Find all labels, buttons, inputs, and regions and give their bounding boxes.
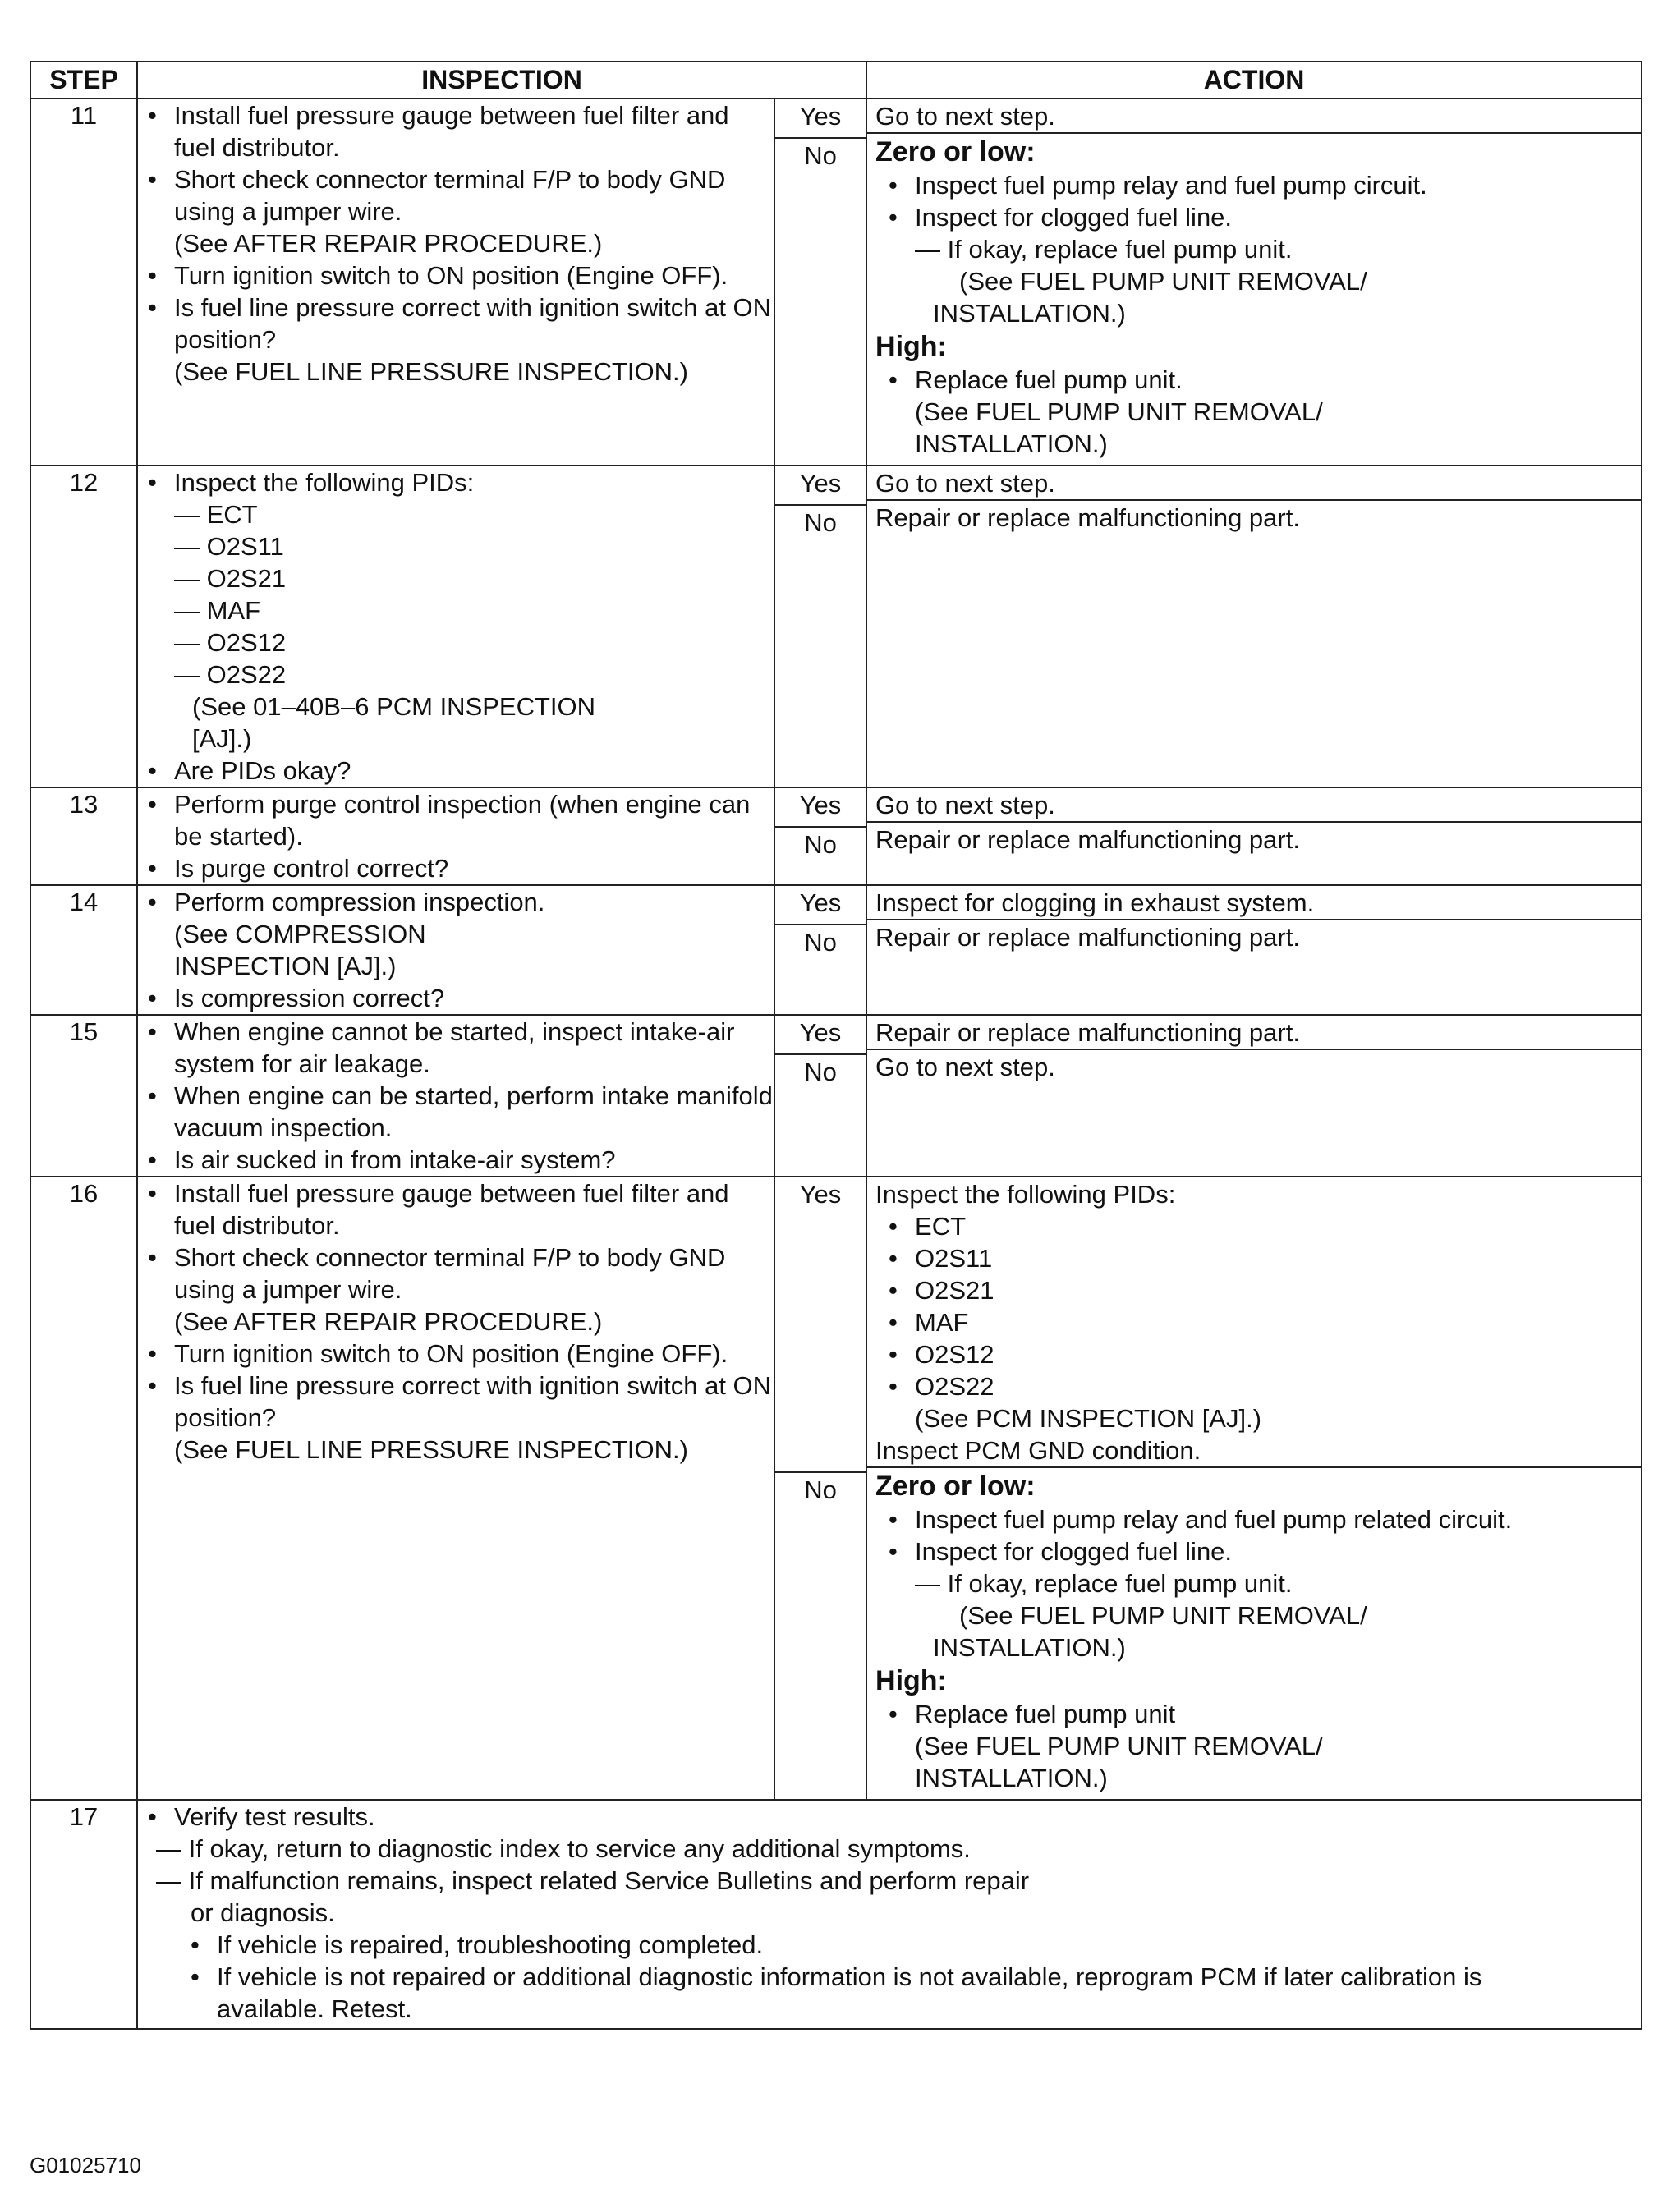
sub-action: — If malfunction remains, inspect related Service Bulletins and perform repair <box>156 1866 1030 1895</box>
reference: (See FUEL PUMP UNIT REMOVAL/ <box>915 1732 1323 1760</box>
inspection-item: • Install fuel pressure gauge between fuel filter and fuel distributor. <box>138 99 774 163</box>
reference: (See FUEL LINE PRESSURE INSPECTION.) <box>174 1435 688 1464</box>
action-item: • Replace fuel pump unit (See FUEL PUMP UNIT REMOVAL/ INSTALLATION.) <box>875 1698 1636 1794</box>
inspection-item: • Turn ignition switch to ON position (Engine OFF). <box>138 1338 774 1370</box>
pid-item: • O2S22 (See PCM INSPECTION [AJ].) <box>875 1370 1636 1434</box>
sub-action: — If okay, return to diagnostic index to service any additional symptoms. <box>156 1834 971 1863</box>
inspection-cell <box>137 885 774 1015</box>
reference: (See FUEL LINE PRESSURE INSPECTION.) <box>174 357 688 386</box>
action-item: • Replace fuel pump unit. (See FUEL PUMP UNIT REMOVAL/ INSTALLATION.) <box>875 364 1636 460</box>
pid-item: — O2S22 <box>174 660 287 689</box>
pid-item: — O2S21 <box>174 564 287 593</box>
condition-heading: Zero or low: <box>875 136 1036 168</box>
condition-heading: Zero or low: <box>875 1471 1036 1502</box>
step-number: 16 <box>30 1177 137 1800</box>
yes-label: Yes <box>775 99 866 139</box>
yes-action: Go to next step. <box>867 788 1641 823</box>
inspection-item: • Turn ignition switch to ON position (Engine OFF). <box>138 259 774 291</box>
yes-no-cell <box>774 787 866 885</box>
yes-label: Yes <box>775 1177 866 1473</box>
reference: INSTALLATION.) <box>915 1764 1108 1792</box>
condition-heading: High: <box>875 331 947 362</box>
step-15-row <box>30 1015 1642 1177</box>
yes-no-cell <box>774 1015 866 1177</box>
reference: INSTALLATION.) <box>933 1633 1126 1662</box>
no-action: Repair or replace malfunctioning part. <box>875 503 1300 532</box>
reference: (See COMPRESSION INSPECTION [AJ].) <box>174 920 426 980</box>
step-number: 13 <box>30 787 137 885</box>
step-14-row <box>30 885 1642 1015</box>
no-action <box>867 1468 1641 1799</box>
reference: (See 01–40B–6 PCM INSPECTION [AJ].) <box>192 692 596 753</box>
no-action: Repair or replace malfunctioning part. <box>875 825 1300 854</box>
inspection-item: • When engine can be started, perform intake manifold vacuum inspection. <box>138 1080 774 1144</box>
yes-no-cell <box>774 1177 866 1800</box>
inspection-item: • Inspect the following PIDs: — ECT — O2S11 — O2S21 — MAF — O2S12 — O2S22 (See 01–40B–6 PCM INSPECTION [AJ].) <box>138 466 774 755</box>
action-cell <box>866 466 1642 787</box>
reference: (See AFTER REPAIR PROCEDURE.) <box>174 229 603 258</box>
reference: INSTALLATION.) <box>933 299 1126 328</box>
header-row <box>30 62 1642 99</box>
step-number: 14 <box>30 885 137 1015</box>
reference: (See FUEL PUMP UNIT REMOVAL/ <box>959 1601 1367 1630</box>
header-inspection: INSPECTION <box>137 62 866 99</box>
condition-heading: High: <box>875 1665 947 1696</box>
yes-action: Go to next step. <box>867 99 1641 134</box>
inspection-cell <box>137 1800 1642 2029</box>
step-12-row <box>30 466 1642 787</box>
no-label: No <box>804 830 837 859</box>
header-step: STEP <box>30 62 137 99</box>
inspection-item: • Is purge control correct? <box>138 852 774 884</box>
step-number: 12 <box>30 466 137 787</box>
no-label: No <box>804 928 837 957</box>
inspection-item: • Are PIDs okay? <box>138 755 774 787</box>
yes-no-cell <box>774 99 866 466</box>
inspection-item: • Short check connector terminal F/P to body GND using a jumper wire. (See AFTER REPAIR PROCEDURE.) <box>138 1241 774 1338</box>
inspection-item: • Perform purge control inspection (when engine can be started). <box>138 788 774 852</box>
no-label: No <box>804 1058 837 1086</box>
reference: (See PCM INSPECTION [AJ].) <box>915 1404 1262 1433</box>
inspection-item: • Is air sucked in from intake-air system? <box>138 1144 774 1176</box>
pid-item: • O2S21 <box>875 1274 1636 1306</box>
pid-item: • MAF <box>875 1306 1636 1338</box>
step-16-row <box>30 1177 1642 1800</box>
inspection-item: • Verify test results. <box>138 1801 1641 1833</box>
action-item: • Inspect fuel pump relay and fuel pump circuit. <box>875 169 1636 201</box>
step-number: 17 <box>30 1800 137 2029</box>
action-cell <box>866 99 1642 466</box>
action-item: • Inspect for clogged fuel line. — If okay, replace fuel pump unit. (See FUEL PUMP UNIT REMOVAL/ INSTALLATION.) <box>875 1535 1636 1664</box>
inspection-item: • Is fuel line pressure correct with ignition switch at ON position? (See FUEL LINE PRESSURE INSPECTION.) <box>138 291 774 388</box>
yes-no-cell <box>774 466 866 787</box>
inspection-cell <box>137 1177 774 1800</box>
pid-item: • O2S11 <box>875 1242 1636 1274</box>
step-11-row <box>30 99 1642 466</box>
result-item: • If vehicle is repaired, troubleshooting completed. <box>177 1929 1641 1961</box>
pid-item: • ECT <box>875 1210 1636 1242</box>
pid-item: — MAF <box>174 596 261 625</box>
step-13-row <box>30 787 1642 885</box>
action-item: • Inspect fuel pump relay and fuel pump related circuit. <box>875 1503 1636 1535</box>
inspection-item: • Short check connector terminal F/P to body GND using a jumper wire. (See AFTER REPAIR PROCEDURE.) <box>138 163 774 259</box>
yes-action <box>867 1177 1641 1468</box>
no-action: Repair or replace malfunctioning part. <box>875 923 1300 952</box>
inspection-cell <box>137 99 774 466</box>
inspection-item: • Is compression correct? <box>138 982 774 1014</box>
inspection-item: • Perform compression inspection. (See COMPRESSION INSPECTION [AJ].) <box>138 886 774 982</box>
reference: INSTALLATION.) <box>915 429 1108 458</box>
inspection-item: • Is fuel line pressure correct with ignition switch at ON position? (See FUEL LINE PRESSURE INSPECTION.) <box>138 1370 774 1466</box>
sub-action: — If okay, replace fuel pump unit. <box>915 235 1293 264</box>
document-code: G01025710 <box>30 2153 141 2178</box>
action-outro: Inspect PCM GND condition. <box>875 1436 1201 1465</box>
reference: (See FUEL PUMP UNIT REMOVAL/ <box>959 267 1367 296</box>
pid-item: — O2S12 <box>174 628 287 657</box>
reference: (See FUEL PUMP UNIT REMOVAL/ <box>915 397 1323 426</box>
yes-action: Inspect for clogging in exhaust system. <box>867 886 1641 920</box>
action-cell <box>866 1177 1642 1800</box>
inspection-item: • When engine cannot be started, inspect intake-air system for air leakage. <box>138 1016 774 1080</box>
reference: (See AFTER REPAIR PROCEDURE.) <box>174 1307 603 1336</box>
action-intro: Inspect the following PIDs: <box>875 1180 1176 1209</box>
no-label: No <box>804 141 837 170</box>
inspection-cell <box>137 466 774 787</box>
yes-label: Yes <box>775 1016 866 1055</box>
result-item: • If vehicle is not repaired or additional diagnostic information is not available, reprogram PCM if later calibration is available. Retest. <box>177 1961 1641 2025</box>
no-action <box>867 134 1641 465</box>
yes-action: Repair or replace malfunctioning part. <box>867 1016 1641 1050</box>
step-17-row <box>30 1800 1642 2029</box>
no-label: No <box>804 1475 837 1504</box>
action-item: • Inspect for clogged fuel line. — If okay, replace fuel pump unit. (See FUEL PUMP UNIT REMOVAL/ INSTALLATION.) <box>875 201 1636 329</box>
inspection-cell <box>137 1015 774 1177</box>
step-number: 15 <box>30 1015 137 1177</box>
inspection-item: • Install fuel pressure gauge between fuel filter and fuel distributor. <box>138 1177 774 1241</box>
yes-action: Go to next step. <box>867 466 1641 501</box>
diagnostic-table <box>30 61 1642 2030</box>
no-label: No <box>804 508 837 537</box>
step-number: 11 <box>30 99 137 466</box>
action-cell <box>866 787 1642 885</box>
action-cell <box>866 1015 1642 1177</box>
sub-action: or diagnosis. <box>191 1898 335 1927</box>
yes-label: Yes <box>775 788 866 828</box>
pid-item: — ECT <box>174 500 258 529</box>
sub-action: — If okay, replace fuel pump unit. <box>915 1569 1293 1598</box>
yes-label: Yes <box>775 886 866 925</box>
action-cell <box>866 885 1642 1015</box>
pid-item: — O2S11 <box>174 532 284 561</box>
yes-label: Yes <box>775 466 866 506</box>
pid-item: • O2S12 <box>875 1338 1636 1370</box>
inspection-cell <box>137 787 774 885</box>
yes-no-cell <box>774 885 866 1015</box>
header-action: ACTION <box>866 62 1642 99</box>
no-action: Go to next step. <box>875 1053 1055 1081</box>
